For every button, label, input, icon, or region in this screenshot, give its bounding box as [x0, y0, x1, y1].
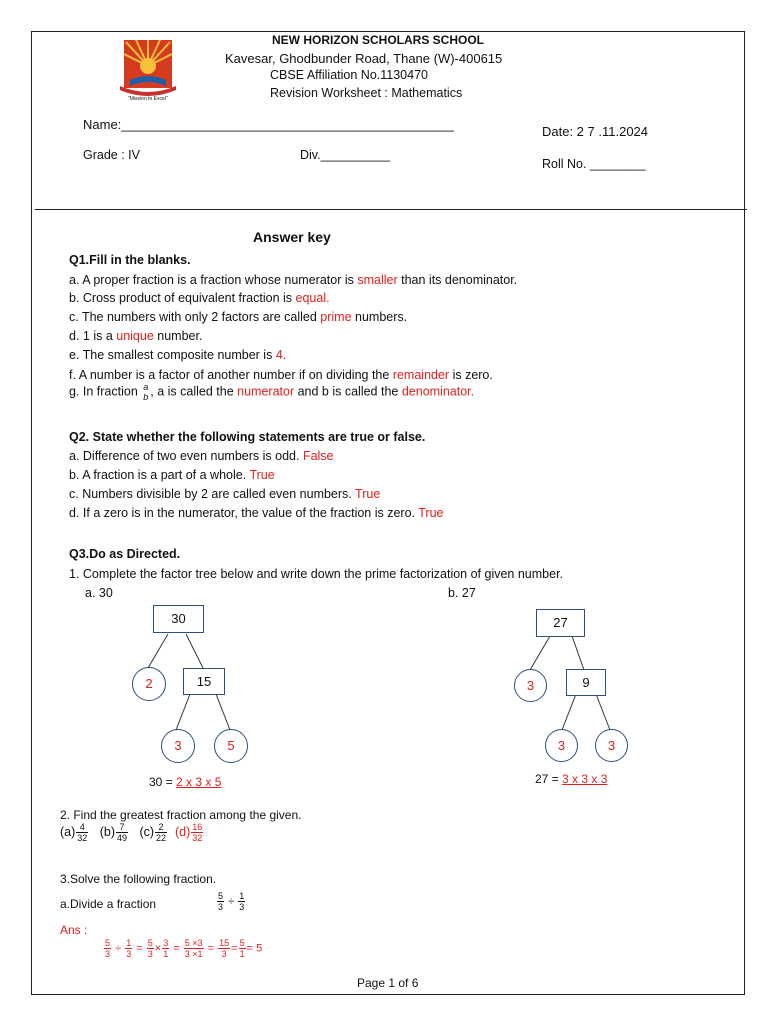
name-field: Name:______________________________________________	[83, 117, 454, 132]
opt-a: (a) $\frac{4}{32}$	[60, 822, 88, 843]
q1-heading: Q1.Fill in the blanks.	[69, 253, 191, 267]
opt-b: (b) $\frac{7}{49}$	[99, 822, 128, 843]
q1-e: e. The smallest composite number is 4.	[69, 348, 287, 362]
q3-p2: 2. Find the greatest fraction among the given.	[60, 808, 302, 822]
answer-key-title: Answer key	[253, 229, 331, 245]
tree-a-ll: 3	[161, 729, 195, 763]
q2-a: a. Difference of two even numbers is odd. False	[69, 449, 334, 463]
q1-c: c. The numbers with only 2 factors are called prime numbers.	[69, 310, 408, 324]
q2-c: c. Numbers divisible by 2 are called even numbers. True	[69, 487, 381, 501]
page-number: Page 1 of 6	[357, 976, 419, 990]
tree-a-mid: 15	[183, 668, 225, 695]
q1-d: d. 1 is a unique number.	[69, 329, 203, 343]
q1-g: g. In fraction a b , a is called the numerator and b is called the denominator.	[69, 382, 475, 402]
tree-b-left: 3	[514, 669, 547, 702]
q2-heading: Q2. State whether the following statements are true or false.	[69, 430, 426, 444]
tree-b-rr: 3	[595, 729, 628, 762]
q1-f: f. A number is a factor of another number if on dividing the remainder is zero.	[69, 368, 493, 382]
roll-field: Roll No. ________	[542, 157, 646, 171]
opt-d: (d) $\frac{16}{32}$	[174, 822, 203, 843]
q1-b: b. Cross product of equivalent fraction is equal.	[69, 291, 330, 305]
school-name: NEW HORIZON SCHOLARS SCHOOL	[272, 33, 484, 47]
ans-steps: $\frac{5}{3}$ ÷ $\frac{1}{3}$ = $\frac{5}{3}$ × $\frac{3}{1}$ = $\frac{5 \times 3}{3 \times 1}$ = $\frac{15}{3}$ = $\frac{5}{1}$ = 5	[105, 938, 263, 959]
q3-p3: 3.Solve the following fraction.	[60, 872, 217, 886]
q2-b: b. A fraction is a part of a whole. True	[69, 468, 275, 482]
tree-a-label: a. 30	[85, 586, 113, 600]
q3-p2-options	[60, 822, 204, 843]
q3-p3a: a.Divide a fraction	[60, 897, 157, 911]
logo-motto: "Mission to Excel"	[128, 96, 168, 102]
tree-a-left: 2	[132, 667, 166, 701]
grade-field: Grade : IV	[83, 148, 140, 162]
tree-a-result: 30 = 2 x 3 x 5	[149, 775, 222, 789]
worksheet-title: Revision Worksheet : Mathematics	[270, 86, 463, 100]
tree-b-result: 27 = 3 x 3 x 3	[535, 772, 608, 786]
tree-a-root: 30	[153, 605, 204, 633]
opt-c: (c) $\frac{2}{22}$	[139, 822, 167, 843]
q3-p1: 1. Complete the factor tree below and write down the prime factorization of given number.	[69, 567, 564, 581]
tree-b-ll: 3	[545, 729, 578, 762]
q2-d: d. If a zero is in the numerator, the value of the fraction is zero. True	[69, 506, 444, 520]
q3-p3a-expr: $\frac{5}{3}$ ÷ $\frac{1}{3}$	[218, 891, 245, 912]
tree-a-rr: 5	[214, 729, 248, 763]
tree-b-root: 27	[536, 609, 585, 637]
date-field: Date: 2 7 .11.2024	[542, 124, 649, 139]
div-field: Div.__________	[300, 148, 391, 162]
affiliation: CBSE Affiliation No.1130470	[270, 68, 428, 82]
q3-heading: Q3.Do as Directed.	[69, 547, 181, 561]
tree-b-label: b. 27	[448, 586, 476, 600]
ans-label: Ans :	[60, 923, 88, 937]
tree-b-mid: 9	[566, 669, 606, 696]
school-address: Kavesar, Ghodbunder Road, Thane (W)-400615	[225, 51, 503, 66]
q1-a: a. A proper fraction is a fraction whose numerator is smaller than its denominator.	[69, 273, 518, 287]
